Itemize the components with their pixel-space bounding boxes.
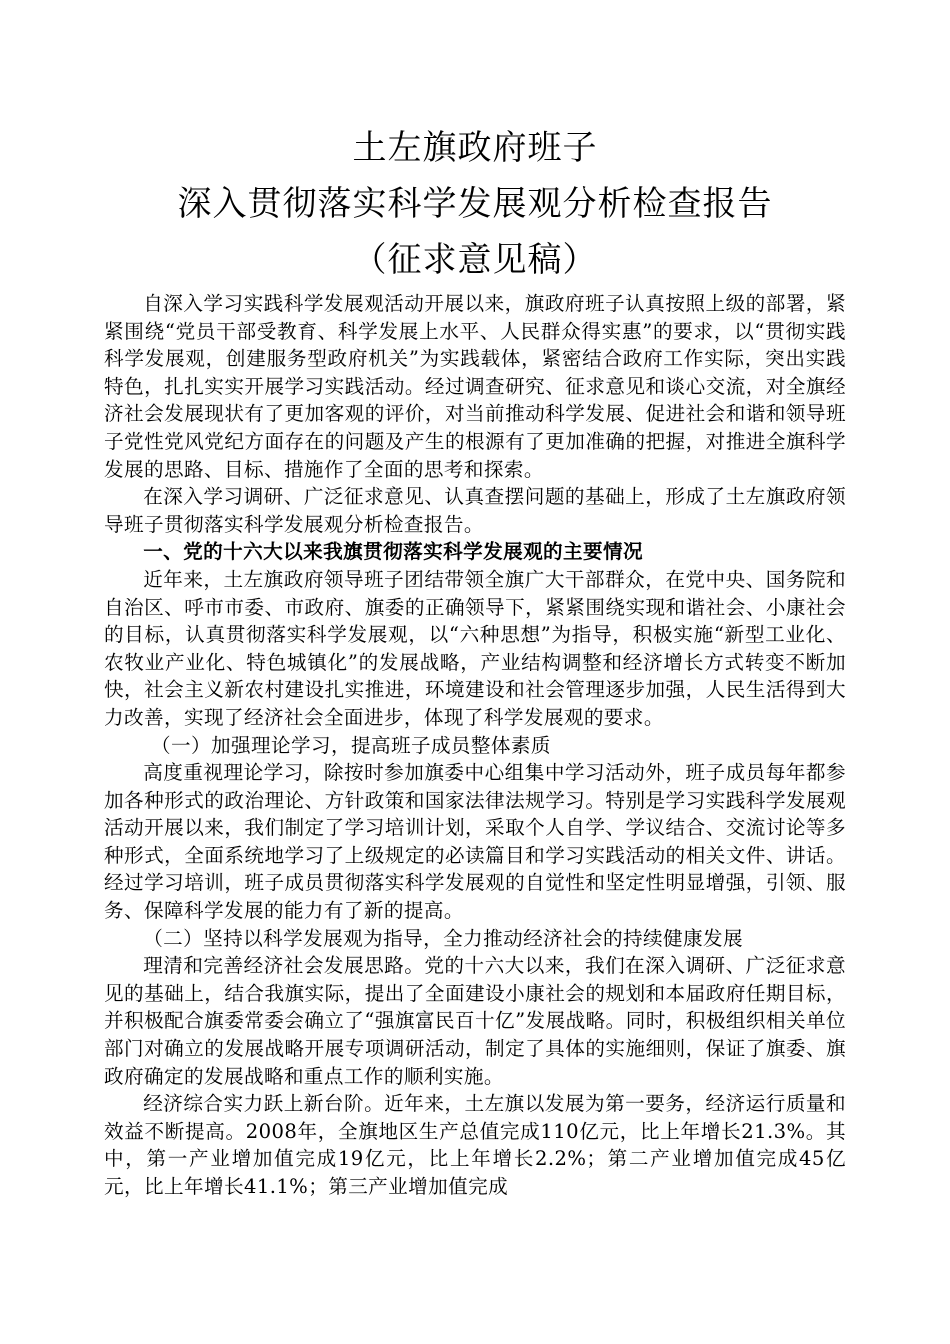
intro-paragraph-2: 在深入学习调研、广泛征求意见、认真查摆问题的基础上，形成了土左旗政府领导班子贯彻落实科学发展观分析检查报告。 (104, 485, 846, 536)
title-line-2: 深入贯彻落实科学发展观分析检查报告 (177, 184, 773, 224)
subsection-heading-1: （一）加强理论学习，提高班子成员整体素质 (151, 733, 551, 757)
document-title (0, 120, 950, 288)
section-1-paragraph: 近年来，土左旗政府领导班子团结带领全旗广大干部群众，在党中央、国务院和自治区、呼市市委、市政府、旗委的正确领导下，紧紧围绕实现和谐社会、小康社会的目标，认真贯彻落实科学发展观，以“六种思想”为指导，积极实施“新型工业化、农牧业产业化、特色城镇化”的发展战略，产业结构调整和经济增长方式转变不断加快，社会主义新农村建设扎实推进，环境建设和社会管理逐步加强，人民生活得到大力改善，实现了经济社会全面进步，体现了科学发展观的要求。 (104, 567, 846, 729)
subsection-heading-2: （二）坚持以科学发展观为指导，全力推动经济社会的持续健康发展 (143, 926, 743, 950)
title-line-3: （征求意见稿） (352, 240, 598, 280)
subsection-2-paragraph-2: 经济综合实力跃上新台阶。近年来，土左旗以发展为第一要务，经济运行质量和效益不断提高。2008年，全旗地区生产总值完成110亿元，比上年增长21.3%。其中，第一产业增加值完成19亿元，比上年增长2.2%；第二产业增加值完成45亿元，比上年增长41.1%；第三产业增加值完成 (104, 1092, 846, 1198)
section-heading-1: 一、党的十六大以来我旗贯彻落实科学发展观的主要情况 (143, 540, 644, 564)
title-line-1: 土左旗政府班子 (352, 128, 598, 168)
subsection-1-paragraph: 高度重视理论学习，除按时参加旗委中心组集中学习活动外，班子成员每年都参加各种形式的政治理论、方针政策和国家法律法规学习。特别是学习实践科学发展观活动开展以来，我们制定了学习培训计划，采取个人自学、学议结合、交流讨论等多种形式，全面系统地学习了上级规定的必读篇目和学习实践活动的相关文件、讲话。经过学习培训，班子成员贯彻落实科学发展观的自觉性和坚定性明显增强，引领、服务、保障科学发展的能力有了新的提高。 (104, 761, 846, 923)
document-body (104, 290, 846, 1201)
intro-paragraph: 自深入学习实践科学发展观活动开展以来，旗政府班子认真按照上级的部署，紧紧围绕“党员干部受教育、科学发展上水平、人民群众得实惠”的要求，以“贯彻实践科学发展观，创建服务型政府机关”为实践载体，紧密结合政府工作实际，突出实践特色，扎扎实实开展学习实践活动。经过调查研究、征求意见和谈心交流，对全旗经济社会发展现状有了更加客观的评价，对当前推动科学发展、促进社会和谐和领导班子党性党风党纪方面存在的问题及产生的根源有了更加准确的把握，对推进全旗科学发展的思路、目标、措施作了全面的思考和探索。 (104, 292, 846, 481)
subsection-2-paragraph-1: 理清和完善经济社会发展思路。党的十六大以来，我们在深入调研、广泛征求意见的基础上，结合我旗实际，提出了全面建设小康社会的规划和本届政府任期目标，并积极配合旗委常委会确立了“强旗富民百十亿”发展战略。同时，积极组织相关单位部门对确立的发展战略开展专项调研活动，制定了具体的实施细则，保证了旗委、旗政府确定的发展战略和重点工作的顺利实施。 (104, 954, 846, 1088)
